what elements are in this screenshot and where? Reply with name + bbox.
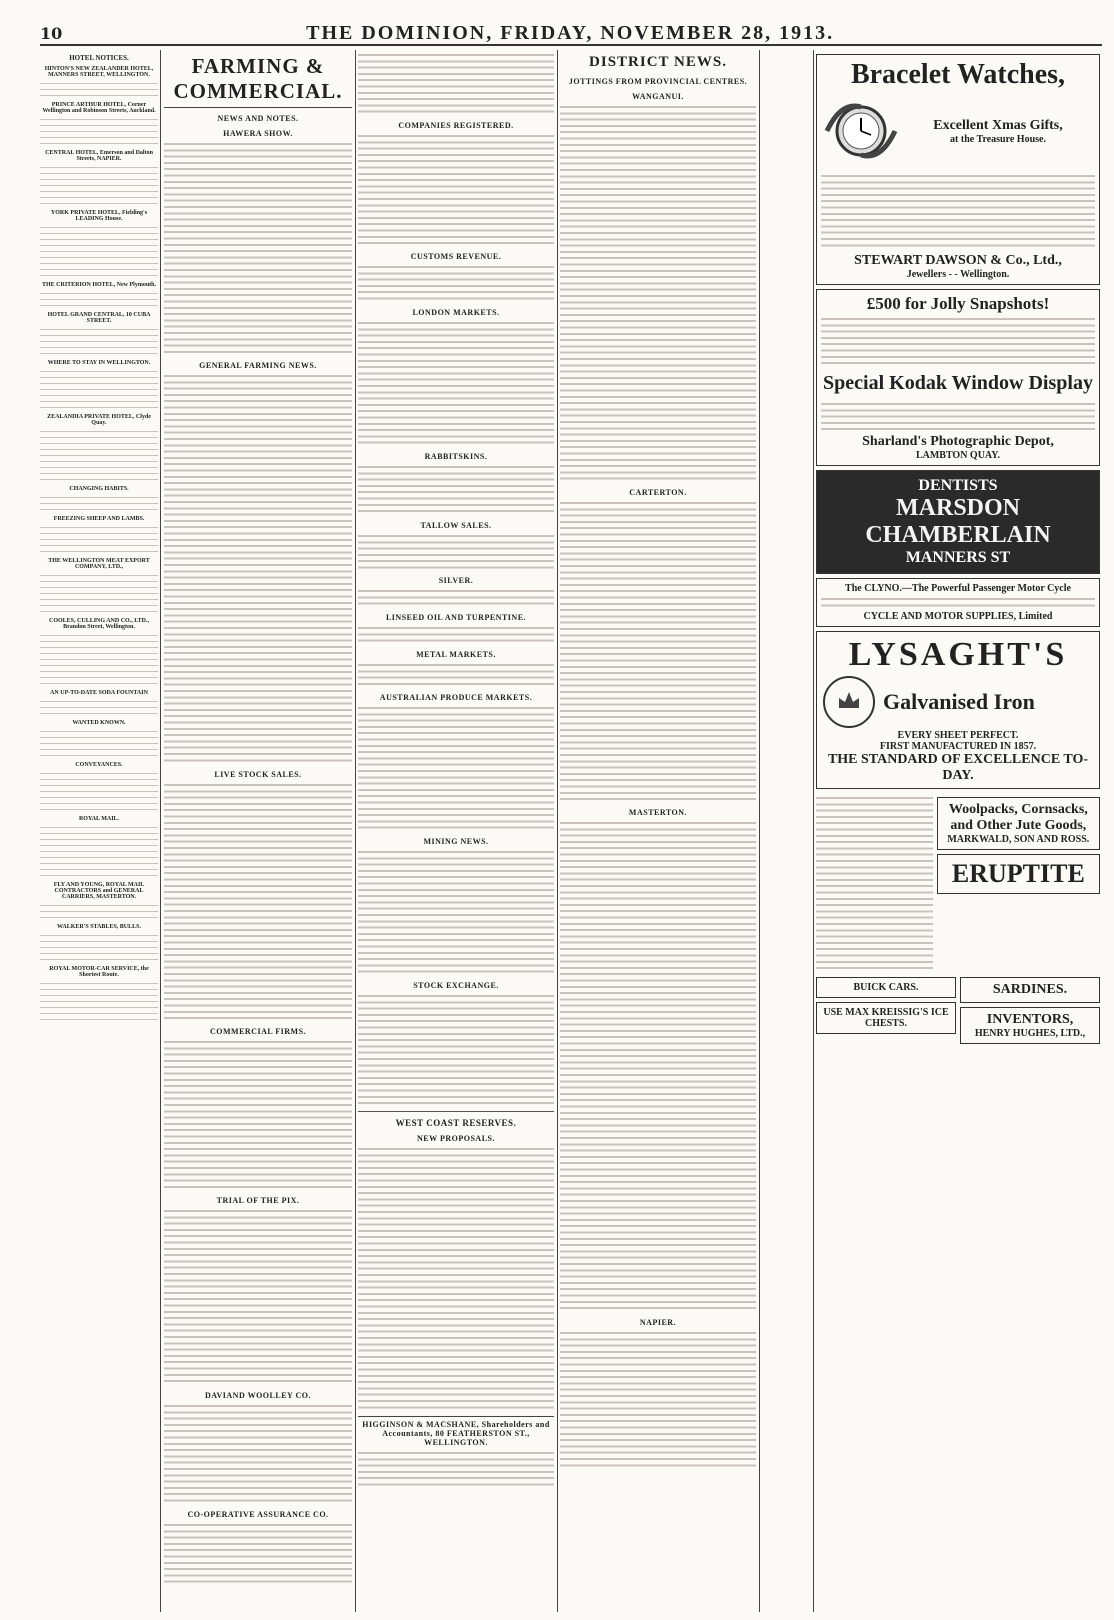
advert-dentists: DENTISTS MARSDON CHAMBERLAIN MANNERS ST	[816, 470, 1100, 574]
advert-eruptite: ERUPTITE	[937, 854, 1100, 894]
subheading: COMPANIES REGISTERED.	[398, 121, 514, 130]
notice-heading: CENTRAL HOTEL, Emerson and Dalton Streets, NAPIER.	[45, 150, 153, 162]
notice-heading: WALKER'S STABLES, BULLS.	[57, 924, 141, 930]
body-text-filler	[358, 133, 554, 246]
advert-buick: BUICK CARS.	[816, 977, 956, 998]
subheading: CO-OPERATIVE ASSURANCE CO.	[187, 1509, 329, 1519]
subheading: SILVER.	[438, 576, 474, 586]
subheading: TRIAL OF THE PIX.	[216, 1196, 300, 1206]
subheading: AUSTRALIAN PRODUCE MARKETS.	[379, 693, 533, 703]
body-text-filler	[358, 52, 554, 115]
body-text-filler	[164, 1208, 352, 1384]
body-text-filler	[358, 264, 554, 302]
trade-mark-seal-icon	[821, 674, 877, 730]
notice-heading: PRINCE ARTHUR HOTEL, Corner Wellington and Robinson Streets, Auckland.	[42, 102, 156, 114]
subheading: COMMERCIAL FIRMS.	[209, 1027, 307, 1037]
body-text-filler	[560, 104, 756, 482]
body-text-filler	[164, 1403, 352, 1504]
advert-lysaght: LYSAGHT'S Galvanised Iron EVERY SHEET PERFECT. FIRST MANUFACTURED IN 1857. THE STANDARD OF EXCELLENCE TO-DAY.	[816, 631, 1100, 789]
section-heading: FARMING & COMMERCIAL.	[164, 54, 352, 108]
subheading: CUSTOMS REVENUE.	[410, 252, 502, 262]
subheading: WANGANUI.	[632, 92, 684, 101]
subheading: WEST COAST RESERVES.	[395, 1117, 517, 1128]
notice-heading: THE CRITERION HOTEL, New Plymouth.	[41, 282, 156, 288]
notice-heading: AN UP-TO-DATE SODA FOUNTAIN	[50, 690, 148, 696]
subheading: NAPIER.	[639, 1317, 677, 1327]
body-text-filler	[40, 572, 158, 614]
body-text-filler	[164, 141, 352, 355]
newspaper-title: THE DOMINION, FRIDAY, NOVEMBER 28, 1913.	[306, 21, 835, 44]
notice-heading: FREEZING SHEEP AND LAMBS.	[53, 516, 145, 522]
advert-higginson: HIGGINSON & MACSHANE, Shareholders and Accountants, 80 FEATHERSTON ST., WELLINGTON.	[358, 1416, 554, 1447]
notice-heading: HINTON'S NEW ZEALANDER HOTEL, MANNERS STREET, WELLINGTON.	[44, 66, 154, 78]
subheading: LIVE STOCK SALES.	[214, 769, 302, 779]
notice-heading: ROYAL MAIL.	[78, 816, 120, 822]
watch-illustration-icon	[821, 91, 901, 171]
body-text-filler	[560, 500, 756, 802]
notice-heading: YORK PRIVATE HOTEL, Fielding's LEADING House.	[50, 210, 148, 222]
notice-heading: CONVEYANCES.	[75, 762, 123, 768]
notice-heading: ZEALANDIA PRIVATE HOTEL, Clyde Quay.	[47, 414, 151, 426]
body-text-filler	[40, 326, 158, 356]
advert-clyno: The CLYNO.—The Powerful Passenger Motor Cycle CYCLE AND MOTOR SUPPLIES, Limited	[816, 578, 1100, 627]
subheading: STOCK EXCHANGE.	[413, 981, 499, 991]
subheading: TALLOW SALES.	[420, 520, 492, 530]
body-text-filler	[358, 533, 554, 571]
body-text-filler	[40, 524, 158, 554]
body-text-filler	[40, 980, 158, 1022]
column-advertisements	[816, 50, 1100, 1612]
body-text-filler	[358, 662, 554, 687]
body-text-filler	[40, 164, 158, 206]
body-text-filler	[358, 588, 554, 607]
subheading: JOTTINGS FROM PROVINCIAL CENTRES.	[568, 77, 748, 86]
column-entertainments	[762, 50, 810, 1612]
subheading: LINSEED OIL AND TURPENTINE.	[385, 613, 527, 623]
body-text-filler	[40, 290, 158, 308]
body-text-filler	[358, 1450, 554, 1488]
subheading: DAVIAND WOOLLEY CO.	[204, 1390, 312, 1400]
notice-heading: COOLES, CULLING AND CO., LTD., Brandon Street, Wellington.	[49, 618, 149, 630]
notice-heading: WHERE TO STAY IN WELLINGTON.	[47, 360, 151, 366]
subheading: CARTERTON.	[629, 488, 687, 497]
advert-inventors: INVENTORS, HENRY HUGHES, LTD.,	[960, 1007, 1100, 1044]
body-text-filler	[40, 116, 158, 146]
advert-sardines: SARDINES.	[960, 977, 1100, 1003]
body-text-filler	[358, 993, 554, 1106]
body-text-filler	[40, 224, 158, 278]
subheading: MINING NEWS.	[423, 837, 489, 847]
subheading: MASTERTON.	[628, 808, 688, 818]
body-text-filler	[358, 464, 554, 514]
section-heading: DISTRICT NEWS.	[589, 54, 727, 70]
column-hotel-notices	[40, 50, 158, 1612]
body-text-filler	[358, 705, 554, 831]
advert-kodak: £500 for Jolly Snapshots! Special Kodak Window Display Sharland's Photographic Depot, LAMBTON QUAY.	[816, 289, 1100, 467]
body-text-filler	[821, 316, 1095, 366]
body-text-filler	[821, 173, 1095, 249]
body-text-filler	[560, 820, 756, 1311]
body-text-filler	[821, 401, 1095, 433]
body-text-filler	[560, 1330, 756, 1469]
advert-ice-chests: USE MAX KREISSIG'S ICE CHESTS.	[816, 1002, 956, 1034]
body-text-filler	[358, 625, 554, 644]
body-text-filler	[40, 728, 158, 758]
body-text-filler	[40, 770, 158, 812]
column-farming-commercial	[164, 50, 352, 1612]
notice-heading: CHANGING HABITS.	[69, 486, 129, 492]
notice-heading: HOTEL GRAND CENTRAL, 10 CUBA STREET.	[47, 312, 151, 324]
body-text-filler	[40, 80, 158, 98]
notice-heading: FLY AND YOUNG, ROYAL MAIL CONTRACTORS and GENERAL CARRIERS, MASTERTON.	[53, 882, 145, 900]
subheading: GENERAL FARMING NEWS.	[199, 361, 317, 371]
advert-woolpacks: Woolpacks, Cornsacks, and Other Jute Goods, MARKWALD, SON AND ROSS.	[937, 797, 1100, 850]
body-text-filler	[358, 320, 554, 446]
advert-bracelet-watches: Bracelet Watches, Excellent Xmas Gifts, at the Treasure House. STEWART DAWSON & Co., Ltd., Jewellers - - Wellington.	[816, 54, 1100, 285]
notice-heading: WANTED KNOWN.	[72, 720, 126, 726]
page-number: 10	[40, 23, 63, 43]
subheading: HAWERA SHOW.	[223, 129, 293, 138]
body-text-filler	[816, 795, 933, 971]
notice-heading: ROYAL MOTOR-CAR SERVICE, the Shortest Route.	[49, 966, 149, 978]
body-text-filler	[358, 849, 554, 975]
body-text-filler	[164, 782, 352, 1021]
body-text-filler	[164, 373, 352, 764]
masthead	[40, 22, 1102, 46]
body-text-filler	[164, 1522, 352, 1585]
body-text-filler	[358, 1146, 554, 1411]
notice-heading: THE WELLINGTON MEAT EXPORT COMPANY, LTD.,	[48, 558, 150, 570]
body-text-filler	[40, 494, 158, 512]
body-text-filler	[40, 932, 158, 962]
body-text-filler	[40, 824, 158, 878]
body-text-filler	[821, 596, 1095, 609]
column-district-news	[560, 50, 756, 1612]
body-text-filler	[40, 902, 158, 920]
column-markets	[358, 50, 554, 1612]
subheading: NEWS AND NOTES.	[217, 114, 299, 123]
subheading: RABBITSKINS.	[424, 452, 488, 462]
subheading: NEW PROPOSALS.	[417, 1133, 495, 1143]
section-heading: HOTEL NOTICES.	[69, 54, 129, 62]
body-text-filler	[40, 632, 158, 686]
subheading: METAL MARKETS.	[416, 650, 496, 660]
body-text-filler	[164, 1039, 352, 1190]
body-text-filler	[40, 368, 158, 410]
body-text-filler	[40, 698, 158, 716]
subheading: LONDON MARKETS.	[412, 308, 500, 318]
body-text-filler	[40, 428, 158, 482]
